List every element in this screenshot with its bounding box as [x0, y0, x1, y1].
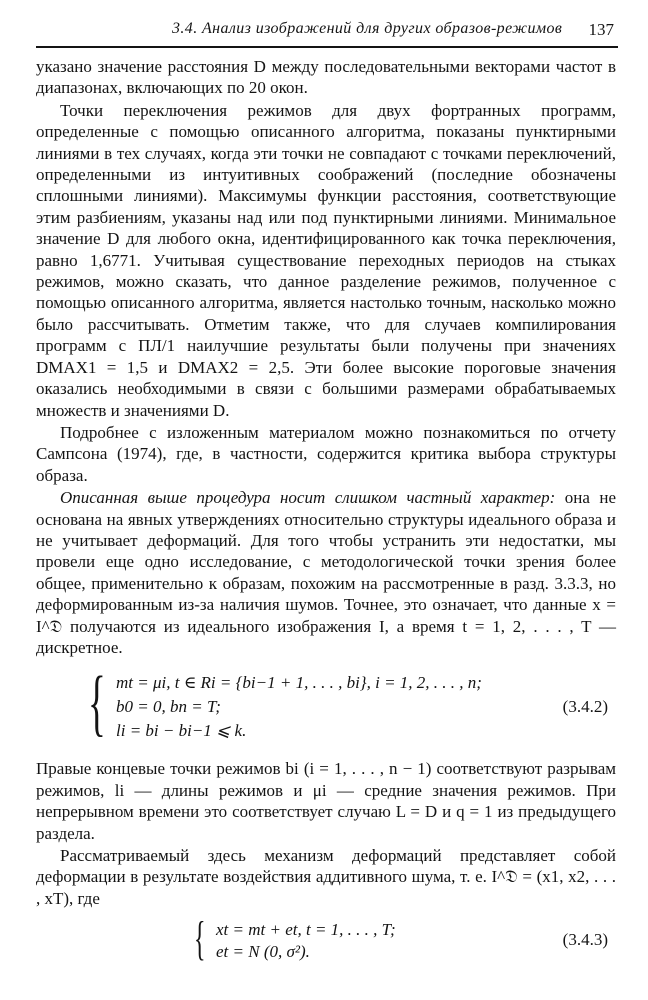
paragraph-2: Точки переключения режимов для двух фортранных программ, определенные с помощью описанного алгоритма, показаны пунктирными линиями в тех случаях, когда эти точки не совпадают с точками переключений, определенными из интуитивных соображений (последние обозначены сплошными линиями). Максимумы функции расстояния, соответствующие этим разбиениям, указаны над или под пунктирными линиями. Минимальное значение D для любого окна, идентифицированного как точка переключения, равно 1,6771. Учитывая существование переходных периодов на стыках режимов, можно сказать, что данное разделение режимов, полученное с помощью описанного алгоритма, является настолько точным, насколько можно было рассчитывать. Отметим также, что для случаев компилирования программ с ПЛ/1 наилучшие результаты были получены при значениях DMAX1 = 1,5 и DMAX2 = 2,5. Эти более высокие пороговые значения оказались необходимыми в связи с большими размерами обрабатываемых множеств и значениями D. — [36, 100, 616, 420]
formula-3-4-2 — [36, 662, 616, 746]
paragraph-4 — [36, 487, 616, 658]
page-body — [36, 56, 616, 965]
formula-line: mt = μi, t ∈ Ri = {bi−1 + 1, . . . , bi}, i = 1, 2, . . . , n; — [116, 673, 482, 693]
left-brace: { — [88, 662, 106, 745]
equation-number: (3.4.3) — [562, 930, 608, 950]
formula-line: et = N (0, σ²). — [216, 942, 310, 962]
running-title: 3.4. Анализ изображений для других образов-режимов — [172, 20, 563, 37]
paragraph-4-italic-lead: Описанная выше процедура носит слишком частный характер: — [60, 488, 556, 508]
paragraph-6: Рассматриваемый здесь механизм деформаций представляет собой деформации в результате воздействия аддитивного шума, т. е. I^𝔇 = (x1, x2, . . . , xT), где — [36, 846, 616, 908]
paragraph-3: Подробнее с изложенным материалом можно познакомиться по отчету Сампсона (1974), где, в частности, содержится критика выбора структуры образа. — [36, 422, 616, 485]
formula-line: li = bi − bi−1 ⩽ k. — [116, 721, 247, 741]
paragraph-4-rest: она не основана на явных утверждениях относительно структуры идеального образа и не учитывает деформаций. Для того чтобы устранить эти недостатки, мы провели еще одно исследование, с методологической точки зрения более общее, применительно к образам, похожим на рассмотренные в разд. 3.3.3, но деформированным из-за наличия шумов. Точнее, это означает, что данные x = I^𝔇 получаются из идеального изображения I, а время t = 1, 2, . . . , T — дискретное. — [36, 488, 616, 657]
page-header — [36, 20, 618, 48]
equation-number: (3.4.2) — [562, 697, 608, 717]
paragraph-1: указано значение расстояния D между последовательными векторами частот в диапазонах, включающих по 20 окон. — [36, 57, 616, 98]
paragraph-5: Правые концевые точки режимов bi (i = 1, . . . , n − 1) соответствуют разрывам режимов, li — длины режимов и μi — средние значения режимов. При непрерывном времени это соответствует случаю L = D и q = 1 из предыдущего раздела. — [36, 759, 616, 843]
formula-3-4-3 — [36, 912, 616, 966]
formula-line: b0 = 0, bn = T; — [116, 697, 221, 717]
formula-line: xt = mt + et, t = 1, . . . , T; — [216, 920, 396, 940]
left-brace: { — [194, 912, 206, 966]
page-number: 137 — [588, 20, 614, 39]
